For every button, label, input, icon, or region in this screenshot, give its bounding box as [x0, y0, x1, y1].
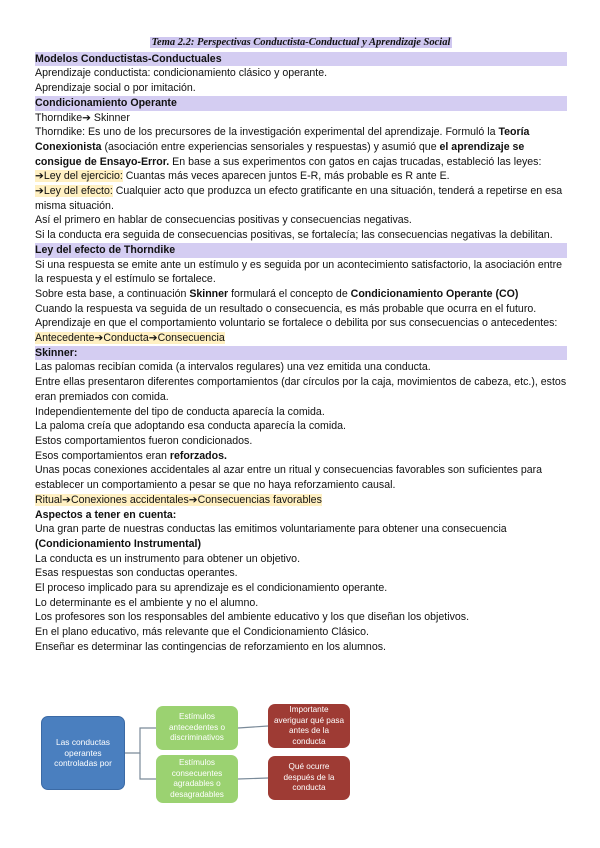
text-line: Los profesores son los responsables del ambiente educativo y los que diseñan los objetivos. [35, 611, 470, 624]
connector-root-mid1 [125, 728, 156, 753]
chain-line: Antecedente➔Conducta➔Consecuencia [35, 332, 225, 345]
ley-ejercicio: ➔Ley del ejercicio: Cuantas más veces aparecen juntos E-R, más probable es R ante E. [35, 170, 450, 183]
chain-line: Ritual➔Conexiones accidentales➔Consecuencias favorables [35, 493, 322, 506]
text-line: Una gran parte de nuestras conductas las emitimos voluntariamente para obtener una consecuencia [35, 523, 507, 536]
section-heading-modelos: Modelos Conductistas-Conductuales [35, 52, 567, 67]
text-line: Aprendizaje en que el comportamiento voluntario se fortalece o debilita por sus consecuencias o antecedentes: [35, 317, 558, 330]
diagram-node-antes: Importante averiguar qué pasa antes de la conducta [268, 704, 350, 748]
text-line: Estos comportamientos fueron condicionados. [35, 434, 253, 447]
connector-mid1-leaf1 [238, 726, 268, 728]
text-line: Independientemente del tipo de conducta aparecía la comida. [35, 405, 325, 418]
document-page [35, 36, 567, 655]
section-heading-skinner: Skinner: [35, 346, 567, 361]
text-line: La conducta es un instrumento para obtener un objetivo. [35, 552, 301, 565]
text-line: (Condicionamiento Instrumental) [35, 537, 201, 550]
text-line: La paloma creía que adoptando esa conducta aparecía la comida. [35, 420, 346, 433]
text-line: Las palomas recibían comida (a intervalos regulares) una vez emitida una conducta. [35, 361, 431, 374]
diagram-root-node: Las conductas operantes controladas por [41, 716, 125, 790]
text-line: Aprendizaje conductista: condicionamiento clásico y operante. [35, 67, 328, 80]
conductas-diagram [39, 704, 359, 804]
section-heading-aspectos: Aspectos a tener en cuenta: [35, 508, 177, 521]
section-heading-ley-efecto: Ley del efecto de Thorndike [35, 243, 567, 258]
section-heading-condicionamiento: Condicionamiento Operante [35, 96, 567, 111]
text-line: Sobre esta base, a continuación Skinner formulará el concepto de Condicionamiento Operante (CO) [35, 287, 519, 300]
diagram-node-antecedentes: Estímulos antecedentes o discriminativos [156, 706, 238, 750]
diagram-node-despues: Qué ocurre después de la conducta [268, 756, 350, 800]
text-line: Si la conducta era seguida de consecuencias positivas, se fortalecía; las consecuencias negativas la debilitan. [35, 229, 553, 242]
text-line: Enseñar es determinar las contingencias de reforzamiento en los alumnos. [35, 640, 386, 653]
text-line: Aprendizaje social o por imitación. [35, 82, 196, 95]
text-line: Lo determinante es el ambiente y no el alumno. [35, 596, 259, 609]
text-line: Unas pocas conexiones accidentales al azar entre un ritual y consecuencias favorables son suficientes para establecer un comportamiento a pesar se que no haya reforzamiento causal. [35, 464, 543, 492]
text-line: Si una respuesta se emite ante un estímulo y es seguida por un acontecimiento satisfactorio, la asociación entre la respuesta y el estímulo se fortalece. [35, 258, 563, 286]
text-line: Cuando la respuesta va seguida de un resultado o consecuencia, es más probable que ocurra en el futuro. [35, 302, 537, 315]
paragraph-thorndike: Thorndike: Es uno de los precursores de la investigación experimental del aprendizaje. Formuló la Teoría Conexionista (asociación entre experiencias sensoriales y respuestas) y asumió que el aprendizaje se consigue de Ensayo-Error. En base a sus experimentos con gatos en cajas trucadas, estableció las leyes: [35, 126, 542, 168]
connector-mid2-leaf2 [238, 778, 268, 779]
ley-efecto: ➔Ley del efecto: Cualquier acto que produzca un efecto gratificante en una situación, tenderá a repetirse en esa misma situación. [35, 185, 563, 212]
text-line: En el plano educativo, más relevante que el Condicionamiento Clásico. [35, 626, 369, 639]
text-line: Esos comportamientos eran reforzados. [35, 449, 227, 462]
text-line: El proceso implicado para su aprendizaje es el condicionamiento operante. [35, 582, 388, 595]
text-line: Entre ellas presentaron diferentes comportamientos (dar círculos por la caja, movimientos de cabeza, etc.), estos eran premiados con comida. [35, 376, 567, 403]
text-line: Thorndike➔ Skinner [35, 111, 130, 124]
connector-root-mid2 [140, 753, 156, 779]
diagram-node-consecuentes: Estímulos consecuentes agradables o desagradables [156, 755, 238, 803]
text-line: Esas respuestas son conductas operantes. [35, 567, 238, 580]
document-title: Tema 2.2: Perspectivas Conductista-Conductual y Aprendizaje Social [151, 37, 451, 48]
text-line: Así el primero en hablar de consecuencias positivas y consecuencias negativas. [35, 214, 412, 227]
